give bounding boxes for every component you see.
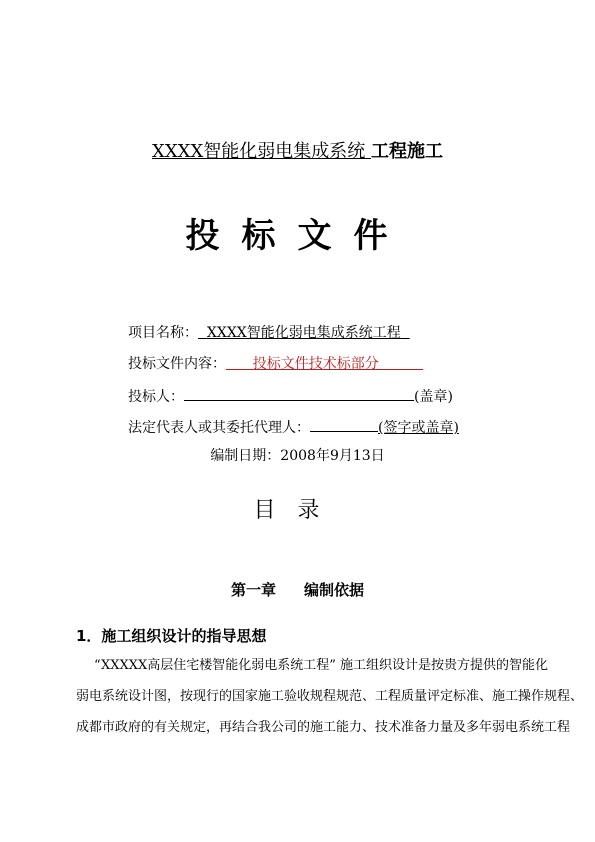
project-name-field: [128, 324, 410, 342]
section-heading: 1．施工组织设计的指导思想: [76, 627, 267, 645]
project-name-label: 项目名称：: [128, 325, 198, 341]
content-field: [128, 355, 423, 373]
chapter-number: 第一章: [230, 581, 276, 599]
body-line-1: “XXXXX高层住宅楼智能化弱电系统工程” 施工组织设计是按贵方提供的智能化: [94, 658, 549, 673]
bidder-suffix: (盖章): [414, 389, 453, 405]
bidder-blank: [184, 386, 414, 401]
chapter-title: 编制依据: [304, 581, 365, 599]
bidder-field: [128, 386, 453, 406]
representative-suffix: (签字或盖章): [378, 420, 459, 436]
body-line-3: 成都市政府的有关规定，再结合我公司的施工能力、技术准备力量及多年弱电系统工程: [76, 720, 571, 735]
project-name-value: XXXX智能化弱电集成系统工程: [206, 325, 401, 341]
representative-blank: [310, 417, 378, 432]
toc-title: 目录: [253, 498, 342, 523]
representative-label: 法定代表人或其委托代理人：: [128, 420, 310, 436]
header-project-name: XXXX智能化弱电集成系统: [152, 141, 366, 162]
bidder-label: 投标人：: [128, 389, 184, 405]
header-project-suffix: 工程施工: [371, 141, 443, 162]
body-line-2: 弱电系统设计图，按现行的国家施工验收规程规范、工程质量评定标准、施工操作规程、: [76, 689, 584, 704]
chapter-heading: [0, 580, 595, 600]
main-title: 投标文件: [185, 216, 410, 256]
representative-field: [128, 417, 459, 437]
content-value: 投标文件技术标部分: [252, 356, 379, 372]
document-header: [0, 141, 595, 163]
compile-date: 编制日期：2008年9月13日: [210, 448, 385, 464]
content-label: 投标文件内容：: [128, 356, 226, 372]
